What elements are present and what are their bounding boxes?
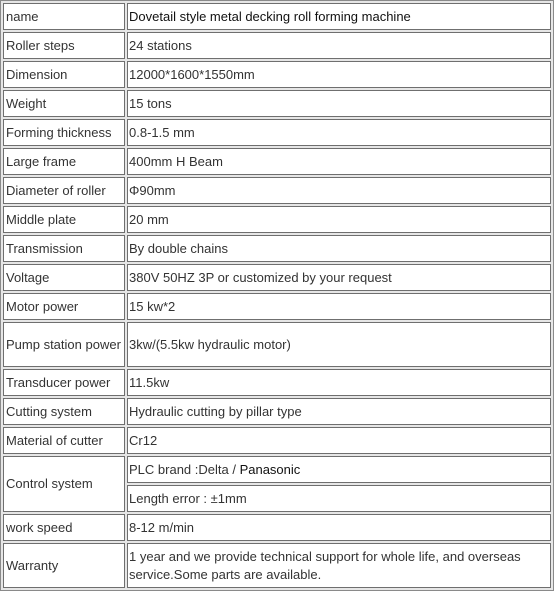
- row-label: Warranty: [3, 543, 125, 588]
- row-label: Weight: [3, 90, 125, 117]
- table-row: [3, 293, 551, 320]
- row-value: 1 year and we provide technical support for whole life, and overseas service.Some parts are available.: [127, 543, 551, 588]
- row-label: Forming thickness: [3, 119, 125, 146]
- row-value: Dovetail style metal decking roll forming machine: [127, 3, 551, 30]
- row-label: Control system: [3, 456, 125, 512]
- row-value: Φ90mm: [127, 177, 551, 204]
- row-value: 15 kw*2: [127, 293, 551, 320]
- table-row: [3, 119, 551, 146]
- row-label: Pump station power: [3, 322, 125, 367]
- row-label: name: [3, 3, 125, 30]
- row-label: Transducer power: [3, 369, 125, 396]
- table-row: [3, 206, 551, 233]
- table-row: [3, 3, 551, 30]
- table-row: [3, 427, 551, 454]
- row-label: Motor power: [3, 293, 125, 320]
- table-row: [3, 322, 551, 367]
- row-value: Hydraulic cutting by pillar type: [127, 398, 551, 425]
- table-row: [3, 90, 551, 117]
- row-value: 11.5kw: [127, 369, 551, 396]
- row-value: Cr12: [127, 427, 551, 454]
- row-value: 3kw/(5.5kw hydraulic motor): [127, 322, 551, 367]
- row-label: Voltage: [3, 264, 125, 291]
- table-row: [3, 514, 551, 541]
- table-row: [3, 235, 551, 262]
- row-value: By double chains: [127, 235, 551, 262]
- row-label: Diameter of roller: [3, 177, 125, 204]
- table-row: [3, 61, 551, 88]
- row-label: Cutting system: [3, 398, 125, 425]
- row-label: Middle plate: [3, 206, 125, 233]
- control-system-brand: Panasonic: [239, 461, 301, 477]
- row-label: Large frame: [3, 148, 125, 175]
- row-value: 8-12 m/min: [127, 514, 551, 541]
- row-value: 24 stations: [127, 32, 551, 59]
- row-value: 380V 50HZ 3P or customized by your request: [127, 264, 551, 291]
- table-row: [3, 177, 551, 204]
- row-value: 20 mm: [127, 206, 551, 233]
- row-value: 400mm H Beam: [127, 148, 551, 175]
- row-value: [127, 456, 551, 483]
- row-label: Transmission: [3, 235, 125, 262]
- row-value: 0.8-1.5 mm: [127, 119, 551, 146]
- row-value: 12000*1600*1550mm: [127, 61, 551, 88]
- control-system-plc: PLC brand :Delta /: [129, 461, 240, 477]
- table-row: [3, 398, 551, 425]
- table-row: [3, 32, 551, 59]
- row-label: Material of cutter: [3, 427, 125, 454]
- table-row: [3, 264, 551, 291]
- row-label: work speed: [3, 514, 125, 541]
- row-value: Length error : ±1mm: [127, 485, 551, 512]
- row-label: Dimension: [3, 61, 125, 88]
- table-row: [3, 148, 551, 175]
- row-value: 15 tons: [127, 90, 551, 117]
- row-label: Roller steps: [3, 32, 125, 59]
- table-row: [3, 543, 551, 588]
- table-row: [3, 369, 551, 396]
- table-row: [3, 456, 551, 483]
